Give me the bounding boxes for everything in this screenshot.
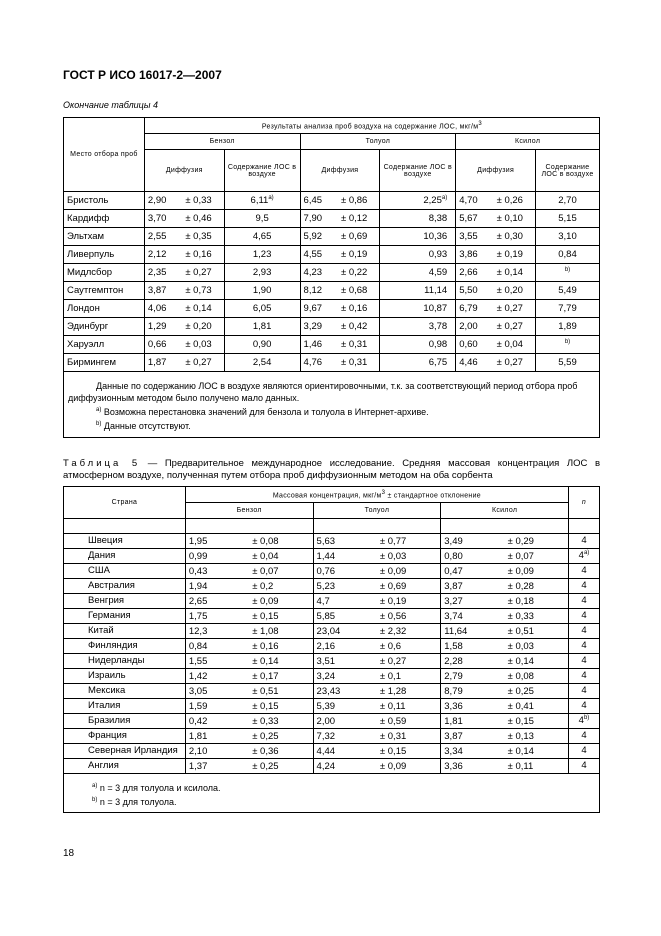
xylene-diffusion-deviation: ± 0,20 (494, 282, 536, 300)
benzene-air-content: 4,65 (224, 228, 300, 246)
toluene-diffusion-deviation: ± 0,16 (338, 300, 380, 318)
toluene-diffusion-value: 7,90 (300, 210, 338, 228)
xylene-diffusion-deviation: ± 0,04 (494, 336, 536, 354)
toluene-diffusion-deviation: ± 0,12 (338, 210, 380, 228)
benzene-diffusion-value: 0,66 (144, 336, 182, 354)
xylene-deviation: ± 0,29 (505, 534, 569, 549)
xylene-diffusion-value: 0,60 (456, 336, 494, 354)
country-cell: Финляндия (64, 639, 186, 654)
toluene-value: 7,32 (313, 729, 377, 744)
benzene-diffusion-value: 3,87 (144, 282, 182, 300)
table-row (64, 609, 600, 624)
benzene-diffusion-deviation: ± 0,33 (182, 192, 224, 210)
xylene-diffusion-deviation: ± 0,10 (494, 210, 536, 228)
xylene-diffusion-value: 3,55 (456, 228, 494, 246)
country-cell: Германия (64, 609, 186, 624)
benzene-diffusion-value: 2,35 (144, 264, 182, 282)
place-cell: Ливерпуль (64, 246, 145, 264)
n-value: 4 (568, 609, 599, 624)
benzene-deviation: ± 0,17 (249, 669, 313, 684)
col-header-n: n (568, 487, 599, 519)
group-header-toluene: Толуол (300, 134, 456, 150)
n-value: 4 (568, 699, 599, 714)
benzene-value: 1,55 (185, 654, 249, 669)
benzene-deviation: ± 0,36 (249, 744, 313, 759)
toluene-air-content: 0,93 (380, 246, 456, 264)
n-value: 4 (568, 594, 599, 609)
xylene-deviation: ± 0,33 (505, 609, 569, 624)
xylene-deviation: ± 0,15 (505, 714, 569, 729)
toluene-value: 1,44 (313, 549, 377, 564)
xylene-diffusion-deviation: ± 0,27 (494, 318, 536, 336)
table-row (64, 534, 600, 549)
toluene-air-content: 4,59 (380, 264, 456, 282)
table-row (64, 684, 600, 699)
xylene-air-content: 3,10 (536, 228, 600, 246)
table4-notes (64, 372, 600, 438)
toluene-air-content: 11,14 (380, 282, 456, 300)
benzene-diffusion-deviation: ± 0,27 (182, 264, 224, 282)
xylene-value: 0,80 (441, 549, 505, 564)
n-value: 4 (568, 759, 599, 774)
sub-header-content: Содержание ЛОС в воздухе (536, 150, 600, 192)
benzene-air-content: 1,90 (224, 282, 300, 300)
benzene-diffusion-value: 4,06 (144, 300, 182, 318)
toluene-deviation: ± 0,11 (377, 699, 441, 714)
toluene-deviation: ± 2,32 (377, 624, 441, 639)
table-row (64, 699, 600, 714)
xylene-value: 1,58 (441, 639, 505, 654)
xylene-diffusion-value: 2,00 (456, 318, 494, 336)
benzene-value: 3,05 (185, 684, 249, 699)
group-header-benzene: Бензол (144, 134, 300, 150)
xylene-air-content: b) (536, 264, 600, 282)
col-header-results: Результаты анализа проб воздуха на содержание ЛОС, мкг/м3 (144, 118, 599, 134)
benzene-value: 1,59 (185, 699, 249, 714)
benzene-value: 0,99 (185, 549, 249, 564)
table5-notes (64, 774, 600, 813)
benzene-diffusion-value: 2,12 (144, 246, 182, 264)
toluene-diffusion-deviation: ± 0,42 (338, 318, 380, 336)
group-header-benzene: Бензол (185, 503, 313, 519)
benzene-diffusion-deviation: ± 0,35 (182, 228, 224, 246)
xylene-value: 0,47 (441, 564, 505, 579)
xylene-value: 8,79 (441, 684, 505, 699)
place-cell: Эдинбург (64, 318, 145, 336)
xylene-deviation: ± 0,41 (505, 699, 569, 714)
benzene-deviation: ± 0,15 (249, 699, 313, 714)
table-row (64, 336, 600, 354)
toluene-air-content: 0,98 (380, 336, 456, 354)
toluene-value: 0,76 (313, 564, 377, 579)
benzene-value: 1,81 (185, 729, 249, 744)
sub-header-diffusion: Диффузия (300, 150, 380, 192)
benzene-deviation: ± 0,51 (249, 684, 313, 699)
toluene-value: 23,04 (313, 624, 377, 639)
sub-header-diffusion: Диффузия (456, 150, 536, 192)
benzene-deviation: ± 0,2 (249, 579, 313, 594)
sub-header-content: Содержание ЛОС в воздухе (224, 150, 300, 192)
toluene-deviation: ± 0,15 (377, 744, 441, 759)
benzene-deviation: ± 1,08 (249, 624, 313, 639)
country-cell: США (64, 564, 186, 579)
table-row (64, 639, 600, 654)
benzene-deviation: ± 0,16 (249, 639, 313, 654)
n-value: 4 (568, 579, 599, 594)
n-value: 4 (568, 534, 599, 549)
xylene-air-content: 0,84 (536, 246, 600, 264)
benzene-diffusion-deviation: ± 0,46 (182, 210, 224, 228)
country-cell: Франция (64, 729, 186, 744)
xylene-diffusion-deviation: ± 0,26 (494, 192, 536, 210)
n-value: 4 (568, 564, 599, 579)
n-value: 4 (568, 684, 599, 699)
table-row (64, 192, 600, 210)
benzene-value: 0,43 (185, 564, 249, 579)
country-cell: Дания (64, 549, 186, 564)
place-cell: Лондон (64, 300, 145, 318)
note-b: $^{b)}$ Данные отсутствуют. (96, 421, 191, 431)
toluene-diffusion-value: 3,29 (300, 318, 338, 336)
benzene-diffusion-deviation: ± 0,27 (182, 354, 224, 372)
place-cell: Эльтхам (64, 228, 145, 246)
xylene-air-content: 2,70 (536, 192, 600, 210)
country-cell: Мексика (64, 684, 186, 699)
benzene-air-content: 1,81 (224, 318, 300, 336)
toluene-air-content: 6,75 (380, 354, 456, 372)
n-value: 4 (568, 744, 599, 759)
xylene-deviation: ± 0,09 (505, 564, 569, 579)
benzene-deviation: ± 0,25 (249, 759, 313, 774)
benzene-value: 1,95 (185, 534, 249, 549)
country-cell: Китай (64, 624, 186, 639)
benzene-value: 1,37 (185, 759, 249, 774)
xylene-diffusion-deviation: ± 0,19 (494, 246, 536, 264)
toluene-diffusion-value: 6,45 (300, 192, 338, 210)
table-row (64, 594, 600, 609)
xylene-diffusion-value: 5,50 (456, 282, 494, 300)
note-b: $^{b)}$ n = 3 для толуола. (92, 797, 177, 807)
place-cell: Кардифф (64, 210, 145, 228)
toluene-air-content: 8,38 (380, 210, 456, 228)
toluene-diffusion-value: 1,46 (300, 336, 338, 354)
xylene-air-content: 5,15 (536, 210, 600, 228)
toluene-diffusion-deviation: ± 0,22 (338, 264, 380, 282)
toluene-diffusion-value: 9,67 (300, 300, 338, 318)
toluene-value: 5,23 (313, 579, 377, 594)
xylene-value: 3,49 (441, 534, 505, 549)
xylene-value: 3,34 (441, 744, 505, 759)
toluene-air-content: 10,36 (380, 228, 456, 246)
toluene-deviation: ± 0,09 (377, 759, 441, 774)
table-row (64, 759, 600, 774)
xylene-diffusion-value: 4,46 (456, 354, 494, 372)
xylene-deviation: ± 0,18 (505, 594, 569, 609)
benzene-air-content: 2,93 (224, 264, 300, 282)
table-row (64, 579, 600, 594)
xylene-air-content: 7,79 (536, 300, 600, 318)
place-cell: Мидлсбор (64, 264, 145, 282)
table-row (64, 282, 600, 300)
group-header-toluene: Толуол (313, 503, 441, 519)
toluene-deviation: ± 0,27 (377, 654, 441, 669)
xylene-diffusion-value: 4,70 (456, 192, 494, 210)
table4-ending-label: Окончание таблицы 4 (63, 100, 158, 110)
group-header-xylene: Ксилол (456, 134, 600, 150)
benzene-deviation: ± 0,04 (249, 549, 313, 564)
table-row (64, 318, 600, 336)
table-row (64, 264, 600, 282)
benzene-air-content: 0,90 (224, 336, 300, 354)
xylene-air-content: 1,89 (536, 318, 600, 336)
country-cell: Венгрия (64, 594, 186, 609)
benzene-diffusion-deviation: ± 0,20 (182, 318, 224, 336)
toluene-air-content: 3,78 (380, 318, 456, 336)
toluene-diffusion-value: 8,12 (300, 282, 338, 300)
xylene-deviation: ± 0,08 (505, 669, 569, 684)
toluene-deviation: ± 0,31 (377, 729, 441, 744)
xylene-diffusion-value: 3,86 (456, 246, 494, 264)
xylene-air-content: 5,49 (536, 282, 600, 300)
xylene-air-content: b) (536, 336, 600, 354)
note-a: $^{a)}$ n = 3 для толуола и ксилола. (92, 783, 221, 793)
table-row (64, 210, 600, 228)
benzene-diffusion-deviation: ± 0,16 (182, 246, 224, 264)
xylene-diffusion-deviation: ± 0,27 (494, 354, 536, 372)
col-header-place: Место отбора проб (64, 118, 145, 192)
n-value: 4$^{a)}$ (568, 549, 599, 564)
place-cell: Бристоль (64, 192, 145, 210)
col-header-country: Страна (64, 487, 186, 519)
toluene-diffusion-deviation: ± 0,31 (338, 354, 380, 372)
place-cell: Саутгемптон (64, 282, 145, 300)
xylene-diffusion-deviation: ± 0,27 (494, 300, 536, 318)
table-row (64, 246, 600, 264)
benzene-value: 1,94 (185, 579, 249, 594)
table-row (64, 624, 600, 639)
benzene-diffusion-value: 3,70 (144, 210, 182, 228)
toluene-diffusion-value: 5,92 (300, 228, 338, 246)
toluene-value: 3,51 (313, 654, 377, 669)
xylene-diffusion-value: 6,79 (456, 300, 494, 318)
table5-caption: Таблица 5 — Предварительное международное исследование. Средняя массовая концентрация ЛОС в атмосферном воздухе, полученная путем отбора проб диффузионным методом на оба сорбента (63, 458, 600, 481)
benzene-air-content: 6,11$^{a)}$ (224, 192, 300, 210)
xylene-value: 3,36 (441, 699, 505, 714)
sub-header-diffusion: Диффузия (144, 150, 224, 192)
benzene-diffusion-value: 1,87 (144, 354, 182, 372)
xylene-value: 3,36 (441, 759, 505, 774)
toluene-deviation: ± 1,28 (377, 684, 441, 699)
benzene-value: 12,3 (185, 624, 249, 639)
xylene-value: 3,74 (441, 609, 505, 624)
toluene-value: 5,39 (313, 699, 377, 714)
xylene-deviation: ± 0,13 (505, 729, 569, 744)
benzene-diffusion-value: 2,55 (144, 228, 182, 246)
table-row (64, 669, 600, 684)
benzene-diffusion-deviation: ± 0,14 (182, 300, 224, 318)
xylene-deviation: ± 0,07 (505, 549, 569, 564)
country-cell: Нидерланды (64, 654, 186, 669)
toluene-value: 2,00 (313, 714, 377, 729)
country-cell: Швеция (64, 534, 186, 549)
toluene-value: 3,24 (313, 669, 377, 684)
toluene-deviation: ± 0,59 (377, 714, 441, 729)
country-cell: Израиль (64, 669, 186, 684)
table-4 (63, 117, 600, 438)
toluene-value: 4,7 (313, 594, 377, 609)
n-value: 4 (568, 669, 599, 684)
benzene-value: 0,42 (185, 714, 249, 729)
xylene-diffusion-value: 2,66 (456, 264, 494, 282)
benzene-air-content: 6,05 (224, 300, 300, 318)
toluene-diffusion-deviation: ± 0,69 (338, 228, 380, 246)
xylene-deviation: ± 0,51 (505, 624, 569, 639)
n-value: 4$^{b)}$ (568, 714, 599, 729)
xylene-deviation: ± 0,14 (505, 744, 569, 759)
table-5 (63, 486, 600, 813)
benzene-value: 2,10 (185, 744, 249, 759)
toluene-deviation: ± 0,6 (377, 639, 441, 654)
toluene-deviation: ± 0,56 (377, 609, 441, 624)
benzene-diffusion-deviation: ± 0,73 (182, 282, 224, 300)
toluene-value: 4,44 (313, 744, 377, 759)
xylene-deviation: ± 0,28 (505, 579, 569, 594)
country-cell: Австралия (64, 579, 186, 594)
table-row (64, 549, 600, 564)
xylene-diffusion-value: 5,67 (456, 210, 494, 228)
table-row (64, 654, 600, 669)
toluene-diffusion-value: 4,23 (300, 264, 338, 282)
toluene-deviation: ± 0,03 (377, 549, 441, 564)
benzene-value: 2,65 (185, 594, 249, 609)
toluene-deviation: ± 0,69 (377, 579, 441, 594)
benzene-air-content: 2,54 (224, 354, 300, 372)
benzene-diffusion-value: 1,29 (144, 318, 182, 336)
table-row (64, 729, 600, 744)
xylene-air-content: 5,59 (536, 354, 600, 372)
benzene-deviation: ± 0,25 (249, 729, 313, 744)
group-header-xylene: Ксилол (441, 503, 569, 519)
toluene-deviation: ± 0,77 (377, 534, 441, 549)
table-row (64, 714, 600, 729)
toluene-diffusion-deviation: ± 0,68 (338, 282, 380, 300)
table-row (64, 744, 600, 759)
benzene-deviation: ± 0,15 (249, 609, 313, 624)
benzene-deviation: ± 0,33 (249, 714, 313, 729)
xylene-value: 11,64 (441, 624, 505, 639)
n-value: 4 (568, 654, 599, 669)
n-value: 4 (568, 639, 599, 654)
col-header-mass: Массовая концентрация, мкг/м3 ± стандартное отклонение (185, 487, 568, 503)
document-header: ГОСТ Р ИСО 16017-2—2007 (63, 68, 222, 82)
place-cell: Харуэлл (64, 336, 145, 354)
table-row (64, 564, 600, 579)
benzene-diffusion-value: 2,90 (144, 192, 182, 210)
xylene-value: 2,28 (441, 654, 505, 669)
benzene-diffusion-deviation: ± 0,03 (182, 336, 224, 354)
toluene-deviation: ± 0,09 (377, 564, 441, 579)
country-cell: Бразилия (64, 714, 186, 729)
benzene-value: 1,42 (185, 669, 249, 684)
toluene-diffusion-value: 4,55 (300, 246, 338, 264)
benzene-deviation: ± 0,07 (249, 564, 313, 579)
xylene-value: 3,87 (441, 579, 505, 594)
xylene-deviation: ± 0,14 (505, 654, 569, 669)
benzene-air-content: 9,5 (224, 210, 300, 228)
xylene-value: 3,27 (441, 594, 505, 609)
country-cell: Северная Ирландия (64, 744, 186, 759)
xylene-value: 3,87 (441, 729, 505, 744)
table-row (64, 300, 600, 318)
sub-header-content: Содержание ЛОС в воздухе (380, 150, 456, 192)
country-cell: Англия (64, 759, 186, 774)
xylene-deviation: ± 0,25 (505, 684, 569, 699)
table-row (64, 354, 600, 372)
table-row (64, 228, 600, 246)
xylene-diffusion-deviation: ± 0,30 (494, 228, 536, 246)
benzene-value: 1,75 (185, 609, 249, 624)
benzene-deviation: ± 0,14 (249, 654, 313, 669)
toluene-air-content: 10,87 (380, 300, 456, 318)
note-a: $^{a)}$ Возможна перестановка значений для бензола и толуола в Интернет-архиве. (96, 407, 429, 417)
benzene-deviation: ± 0,08 (249, 534, 313, 549)
toluene-value: 23,43 (313, 684, 377, 699)
benzene-air-content: 1,23 (224, 246, 300, 264)
page-number: 18 (63, 848, 75, 859)
n-value: 4 (568, 624, 599, 639)
toluene-diffusion-value: 4,76 (300, 354, 338, 372)
toluene-value: 5,85 (313, 609, 377, 624)
toluene-diffusion-deviation: ± 0,19 (338, 246, 380, 264)
benzene-deviation: ± 0,09 (249, 594, 313, 609)
toluene-air-content: 2,25$^{a)}$ (380, 192, 456, 210)
toluene-value: 4,24 (313, 759, 377, 774)
xylene-value: 2,79 (441, 669, 505, 684)
toluene-deviation: ± 0,19 (377, 594, 441, 609)
toluene-deviation: ± 0,1 (377, 669, 441, 684)
n-value: 4 (568, 729, 599, 744)
toluene-diffusion-deviation: ± 0,31 (338, 336, 380, 354)
note-main: Данные по содержанию ЛОС в воздухе являются ориентировочными, т.к. за соответствующий период отбора проб диффузионным методом было получено мало данных. (68, 381, 578, 403)
toluene-value: 5,63 (313, 534, 377, 549)
xylene-deviation: ± 0,11 (505, 759, 569, 774)
toluene-diffusion-deviation: ± 0,86 (338, 192, 380, 210)
xylene-deviation: ± 0,03 (505, 639, 569, 654)
country-cell: Италия (64, 699, 186, 714)
toluene-value: 2,16 (313, 639, 377, 654)
xylene-value: 1,81 (441, 714, 505, 729)
xylene-diffusion-deviation: ± 0,14 (494, 264, 536, 282)
benzene-value: 0,84 (185, 639, 249, 654)
place-cell: Бирмингем (64, 354, 145, 372)
